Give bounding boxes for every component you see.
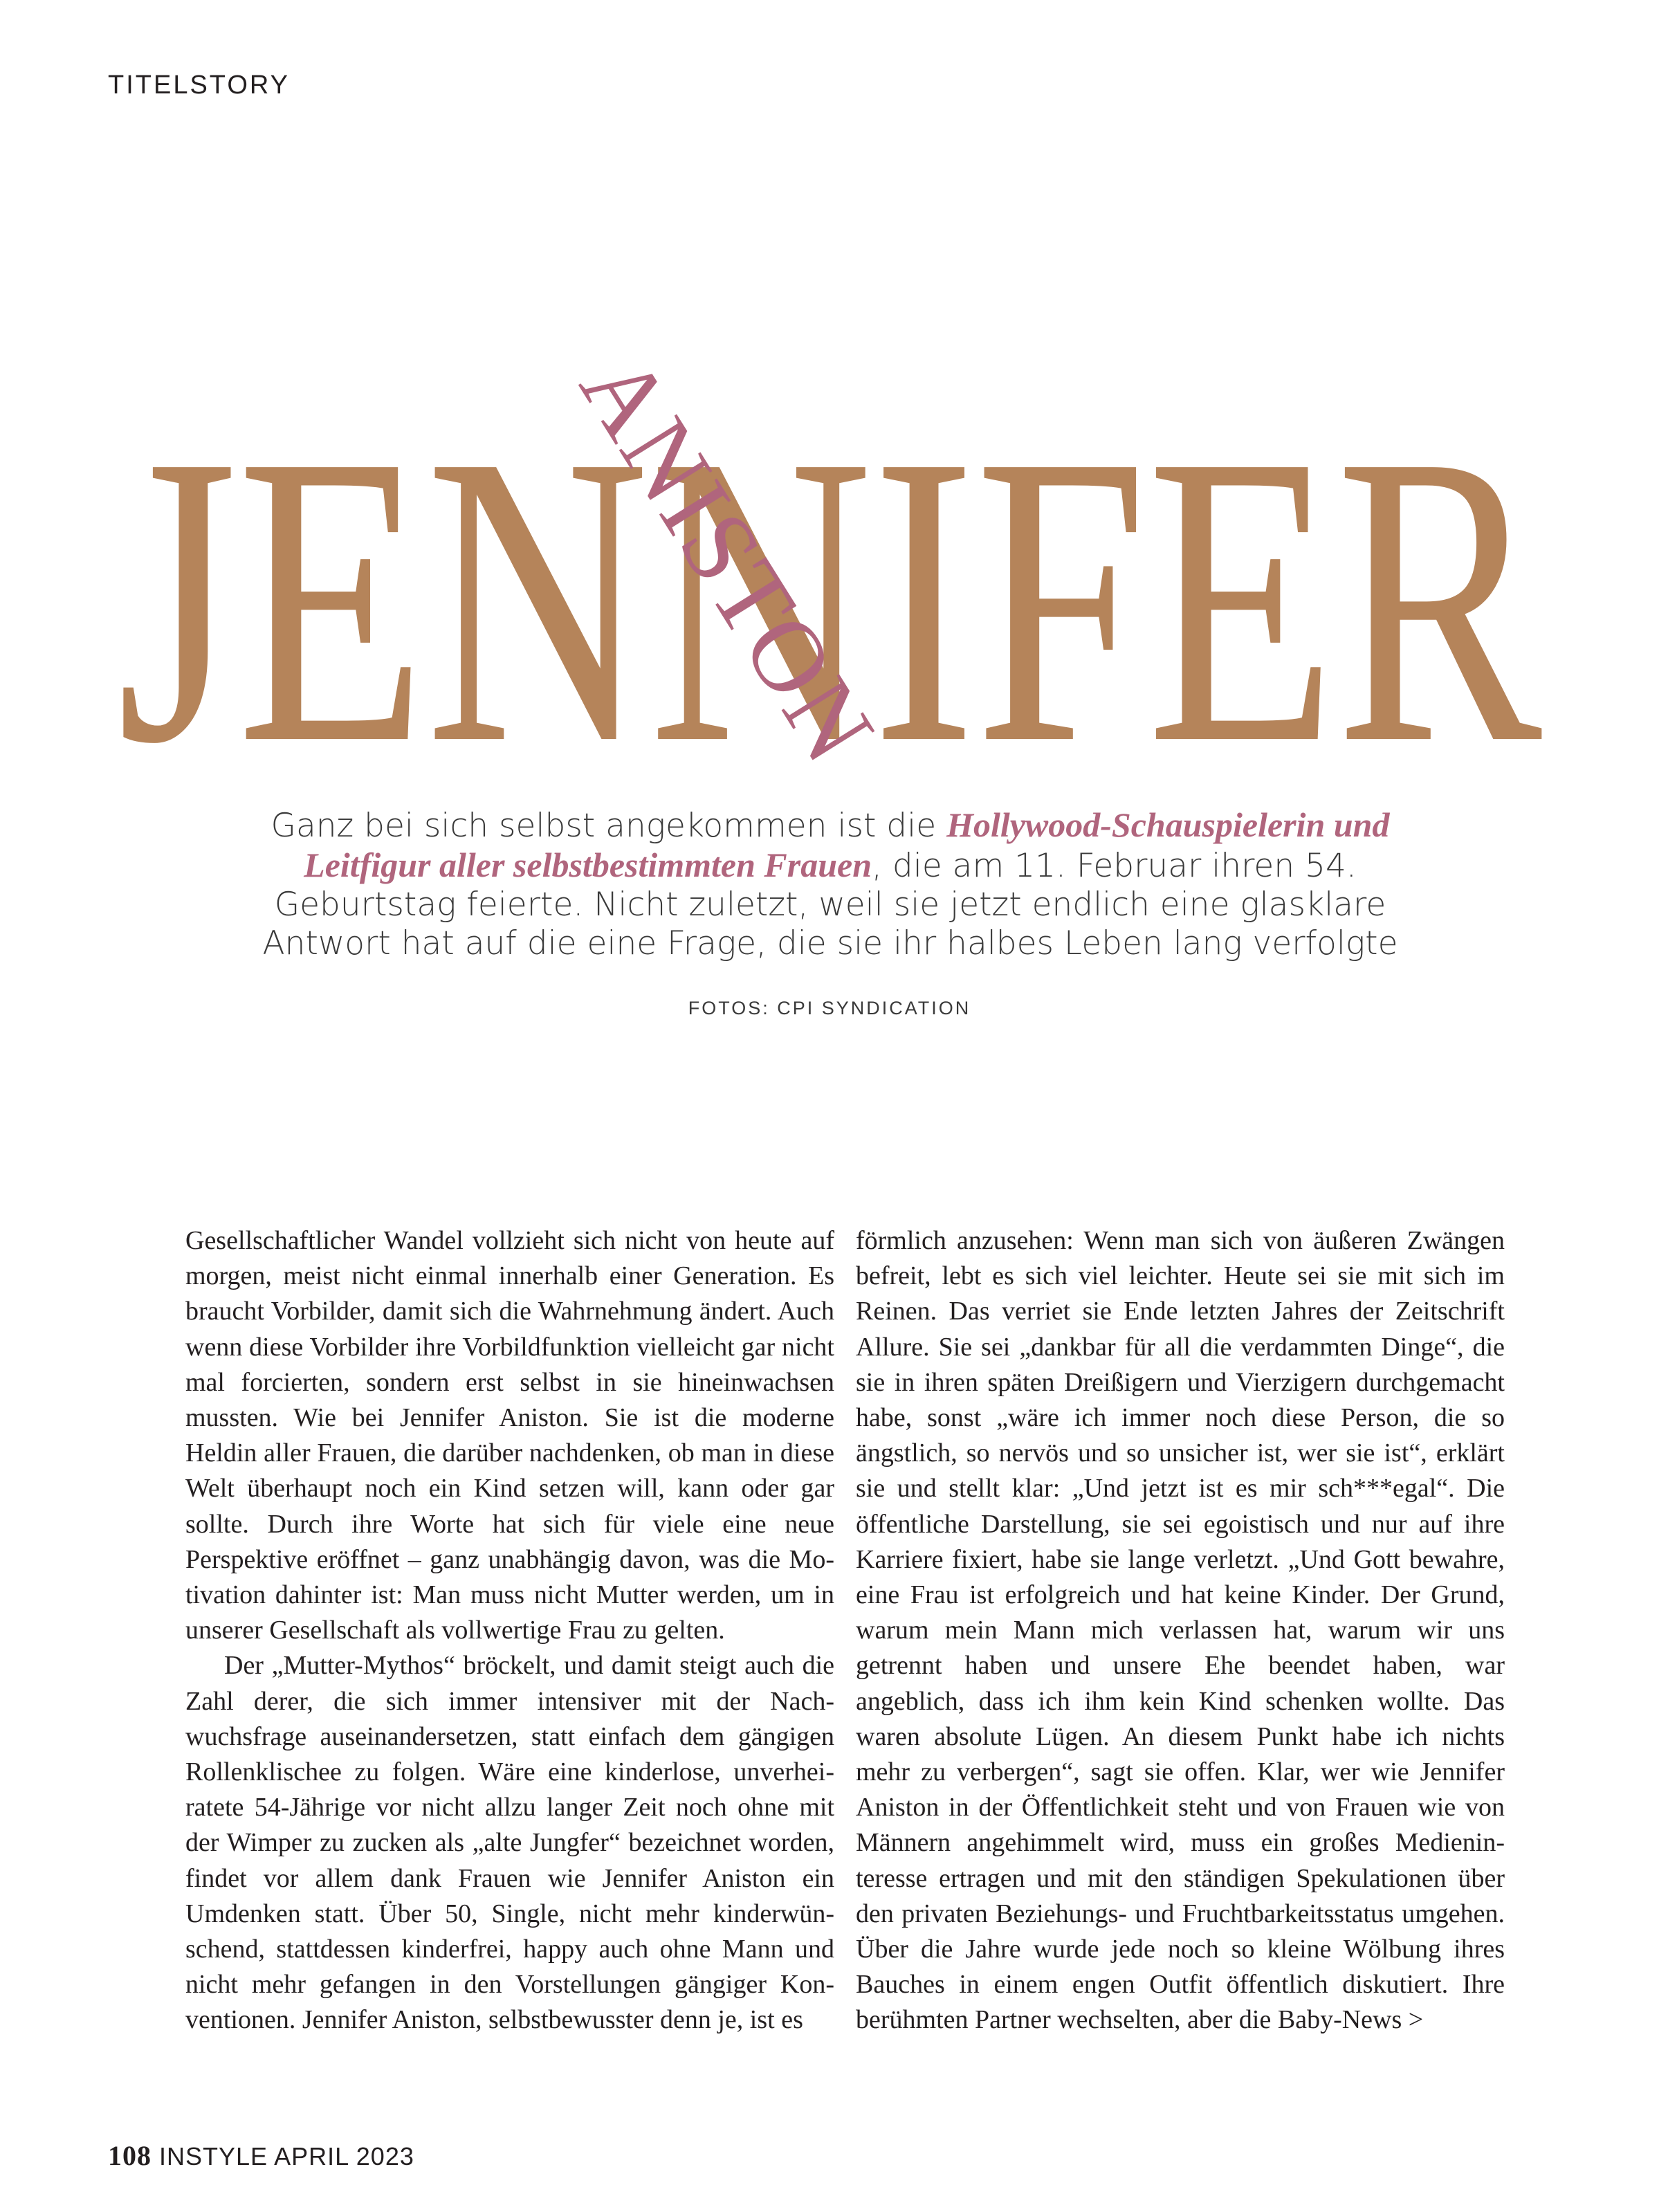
photo-credit: FOTOS: CPI SYNDICATION <box>688 998 971 1018</box>
title-artwork <box>0 0 1659 865</box>
deck-highlight: Hollywood-Schauspielerin und Leitfigur aller selbstbestimmten Frauen <box>304 805 1390 884</box>
body-paragraph: förmlich anzusehen: Wenn man sich von äußeren Zwängen befreit, lebt es sich viel leichter. Heute sei sie mit sich im Reinen. Das verriet sie Ende letzten Jahres der Zeitschrift Allure. Sie sei „dankbar für all die verdammten Dinge“, die sie in ihren späten Dreißigern und Vierzigern durchgemacht habe, sonst „wäre ich immer noch diese Person, die so ängstlich, so nervös und so unsicher ist, wer sie ist“, erklärt sie und stellt klar: „Und jetzt ist es mir sch***egal“. Die öffentliche Darstellung, sie sei egoistisch und nur auf ihre Karriere fixiert, habe sie lange verletzt. „Und Gott bewahre, eine Frau ist erfolgreich und hat keine Kinder. Der Grund, warum mein Mann mich verlassen hat, warum wir uns getrennt haben und unsere Ehe beendet haben, war angeblich, dass ich ihm kein Kind schenken wollte. Das waren absolute Lügen. An diesem Punkt habe ich nichts mehr zu verbergen“, sagt sie offen. Klar, wer wie Jennifer Aniston in der Öffentlichkeit steht und von Frauen wie von Männern angehimmelt wird, muss ein großes Medieninteresse ertragen und mit den ständigen Spekulationen über den privaten Beziehungs- und Fruchtbarkeitsstatus umgehen. Über die Jahre wurde jede noch so kleine Wölbung ihres Bauches in einem engen Outfit öffentlich diskutiert. Ihre berühmten Partner wechselten, aber die Baby-News > <box>856 1226 1505 2035</box>
body-column-right <box>856 1223 1505 2038</box>
publication-issue: INSTYLE APRIL 2023 <box>159 2142 414 2170</box>
section-label: TITELSTORY <box>108 71 290 100</box>
body-paragraph: Der „Mutter-Mythos“ bröckelt, und damit steigt auch die Zahl derer, die sich immer intensiver mit der Nachwuchsfrage auseinandersetzen, statt einfach dem gängigen Rollenklischee zu folgen. Wäre eine kinderlose, unverheiratete 54-Jährige vor nicht allzu langer Zeit noch ohne mit der Wimper zu zucken als „alte Jungfer“ bezeichnet worden, findet vor allem dank Frauen wie Jennifer Aniston ein Umdenken statt. Über 50, Single, nicht mehr kinderwünschend, stattdessen kinderfrei, happy auch ohne Mann und nicht mehr gefangen in den Vorstellungen gängiger Konventionen. Jennifer Aniston, selbstbewusster denn je, ist es <box>185 1651 834 2035</box>
title-last-name: ANISTON <box>558 335 907 798</box>
title-first-name: JENNIFER <box>117 369 1544 829</box>
body-paragraph: Gesellschaftlicher Wandel vollzieht sich nicht von heute auf morgen, meist nicht einmal innerhalb einer Generation. Es braucht Vorbilder, damit sich die Wahrnehmung ändert. Auch wenn diese Vorbilder ihre Vorbildfunktion vielleicht gar nicht mal forcierten, sondern erst selbst in sie hineinwachsen mussten. Wie bei Jennifer Aniston. Sie ist die moderne Heldin aller Frauen, die darüber nachdenken, ob man in diese Welt überhaupt noch ein Kind setzen will, kann oder gar sollte. Durch ihre Worte hat sich für viele eine neue Perspektive eröffnet – ganz unabhängig davon, was die Motivation dahinter ist: Man muss nicht Mutter werden, um in unserer Gesellschaft als vollwertige Frau zu gelten. <box>185 1226 834 1645</box>
deck-text-part1: Ganz bei sich selbst angekommen ist die <box>271 807 947 845</box>
deck-intro <box>249 805 1411 963</box>
page-number: 108 <box>108 2140 152 2171</box>
body-column-left <box>185 1223 834 2038</box>
page-footer <box>108 2139 414 2172</box>
deck-text-part2: , die am 11. Februar ihren 54. Geburtstag feierte. Nicht zuletzt, weil sie jetzt endlich eine glasklare Antwort hat auf die eine Frage, die sie ihr halbes Leben lang verfolgte <box>262 847 1398 962</box>
